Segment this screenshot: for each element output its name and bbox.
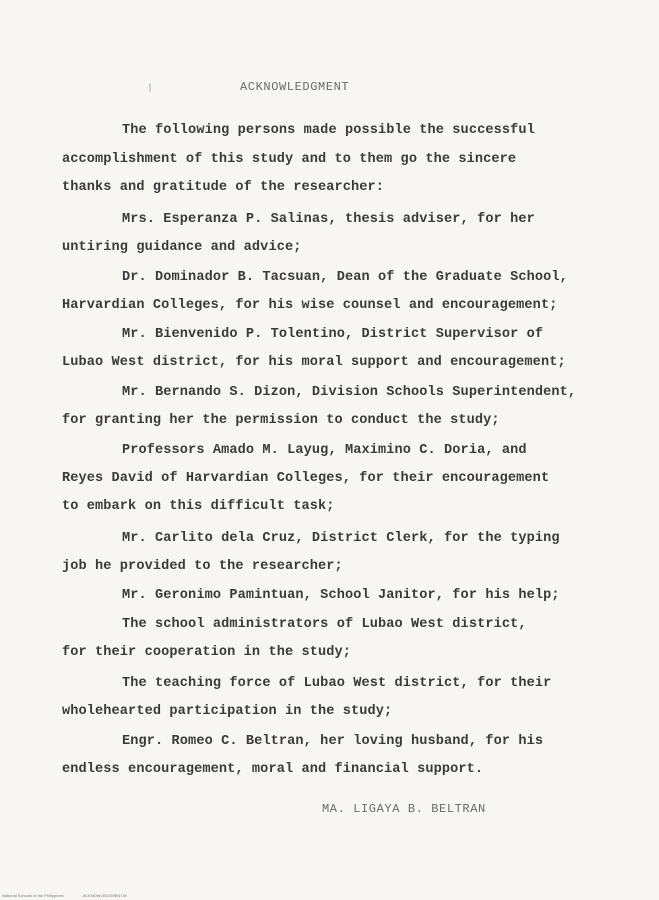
body-line: thanks and gratitude of the researcher:	[62, 180, 385, 195]
footer-source: National Schools of the Philippines	[2, 893, 64, 898]
body-line: Mr. Geronimo Pamintuan, School Janitor, for his help;	[122, 588, 560, 603]
body-line: Mrs. Esperanza P. Salinas, thesis adviser, for her	[122, 212, 535, 227]
body-line: for their cooperation in the study;	[62, 645, 352, 660]
body-line: for granting her the permission to conduct the study;	[62, 413, 500, 428]
body-line: job he provided to the researcher;	[62, 559, 343, 574]
body-line: wholehearted participation in the study;	[62, 704, 393, 719]
body-line: Mr. Carlito dela Cruz, District Clerk, for the typing	[122, 531, 560, 546]
body-line: Professors Amado M. Layug, Maximino C. Doria, and	[122, 443, 527, 458]
body-line: Mr. Bienvenido P. Tolentino, District Supervisor of	[122, 327, 544, 342]
footer-filename: ACKNOWLEDGMENT.tif	[82, 893, 127, 898]
body-line: The school administrators of Lubao West district,	[122, 617, 527, 632]
body-line: The teaching force of Lubao West district, for their	[122, 676, 552, 691]
scan-footer	[2, 893, 145, 898]
body-line: Mr. Bernando S. Dizon, Division Schools Superintendent,	[122, 385, 577, 400]
body-line: Lubao West district, for his moral support and encouragement;	[62, 355, 566, 370]
body-line: accomplishment of this study and to them go the sincere	[62, 152, 517, 167]
pen-mark: /	[145, 83, 157, 96]
body-line: Harvardian Colleges, for his wise counsel and encouragement;	[62, 298, 558, 313]
body-line: The following persons made possible the successful	[122, 123, 535, 138]
body-line: Engr. Romeo C. Beltran, her loving husband, for his	[122, 734, 544, 749]
body-line: Reyes David of Harvardian Colleges, for their encouragement	[62, 471, 550, 486]
body-line: Dr. Dominador B. Tacsuan, Dean of the Graduate School,	[122, 270, 568, 285]
signature: MA. LIGAYA B. BELTRAN	[322, 802, 486, 816]
page-title: ACKNOWLEDGMENT	[240, 80, 350, 94]
body-line: untiring guidance and advice;	[62, 240, 302, 255]
body-line: endless encouragement, moral and financial support.	[62, 762, 484, 777]
body-line: to embark on this difficult task;	[62, 499, 335, 514]
